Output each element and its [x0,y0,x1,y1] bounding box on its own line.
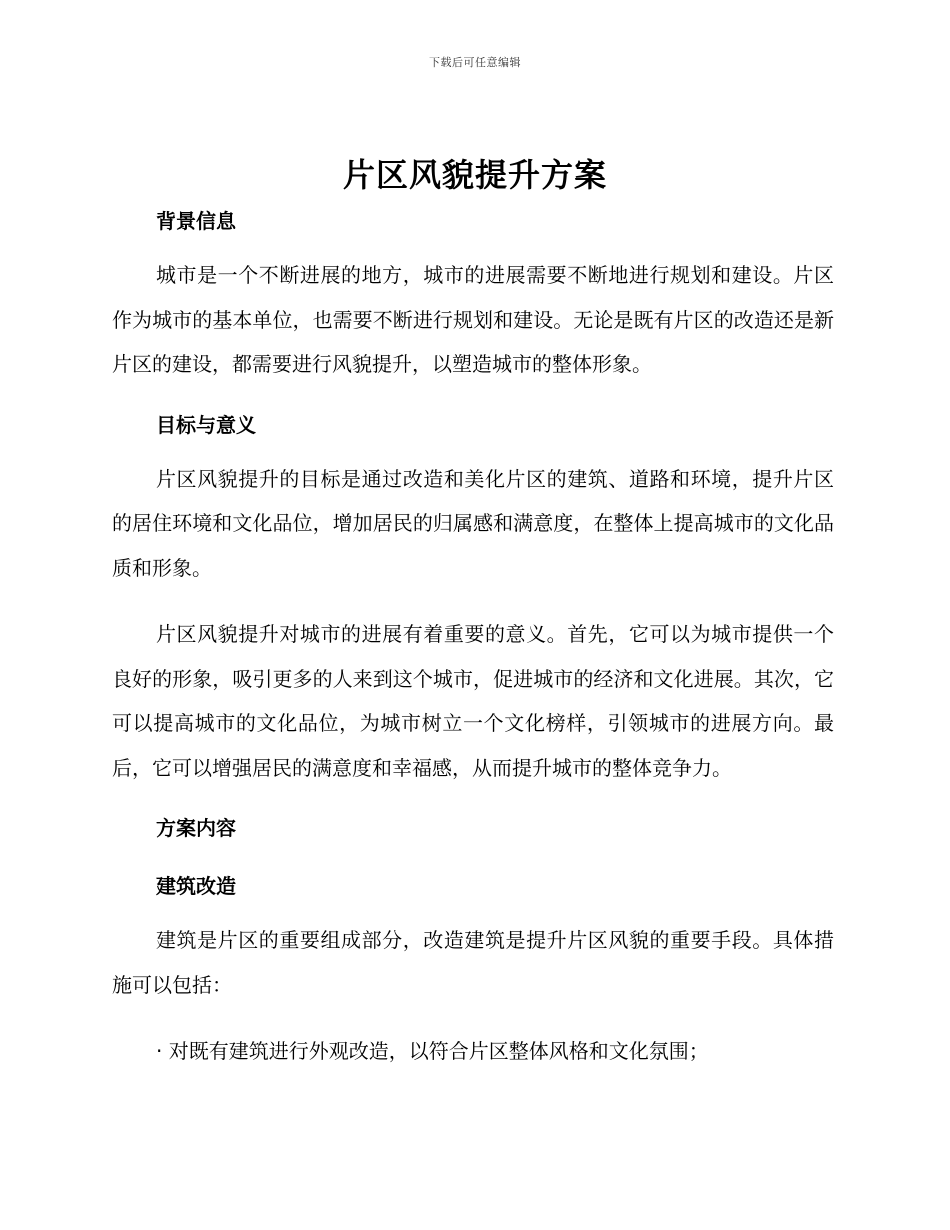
paragraph-background: 城市是一个不断进展的地方，城市的进展需要不断地进行规划和建设。片区作为城市的基本单位，也需要不断进行规划和建设。无论是既有片区的改造还是新片区的建设，都需要进行风貌提升，以塑造城市的整体形象。 [112,263,834,376]
subsection-heading-building: 建筑改造 [156,874,236,898]
paragraph-goals-1: 片区风貌提升的目标是通过改造和美化片区的建筑、道路和环境，提升片区的居住环境和文化品位，增加居民的归属感和满意度，在整体上提高城市的文化品质和形象。 [112,466,834,580]
header-watermark: 下载后可任意编辑 [429,56,521,69]
paragraph-goals-2: 片区风貌提升对城市的进展有着重要的意义。首先，它可以为城市提供一个良好的形象，吸引更多的人来到这个城市，促进城市的经济和文化进展。其次，它可以提高城市的文化品位，为城市树立一个文化榜样，引领城市的进展方向。最后，它可以增强居民的满意度和幸福感，从而提升城市的整体竞争力。 [112,622,834,780]
paragraph-building: 建筑是片区的重要组成部分，改造建筑是提升片区风貌的重要手段。具体措施可以包括： [112,928,834,997]
document-body [112,203,834,1074]
document-title: 片区风貌提升方案 [342,156,607,194]
section-heading-background: 背景信息 [156,209,236,233]
section-heading-plan: 方案内容 [156,816,236,840]
list-item: · 对既有建筑进行外观改造，以符合片区整体风格和文化氛围； [156,1039,709,1063]
section-heading-goals: 目标与意义 [156,412,256,437]
